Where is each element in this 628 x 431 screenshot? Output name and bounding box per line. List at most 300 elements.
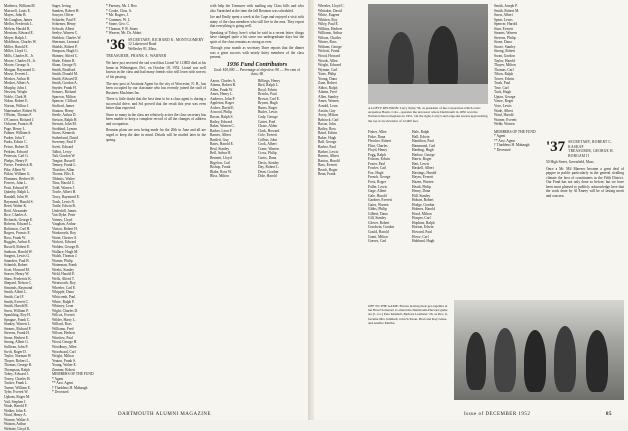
page-number: 85 — [606, 412, 612, 417]
contributor-name: Wilson, Charles — [318, 35, 342, 40]
fund-contributor-name: Brooks, Paul — [258, 92, 277, 97]
contributor-name: Taylor, Harold — [494, 58, 515, 63]
fund-contributor-name: Curtis, Dana — [258, 155, 277, 160]
contributor-name: Snow, William P. — [4, 308, 29, 313]
contributor-name: Beach, Roger — [318, 167, 338, 172]
contributor-name: Peirce, Robert D. — [4, 144, 29, 149]
contributor-name: Tower, Edwin — [494, 76, 515, 81]
contributor-name: Steele, Arthur D. — [52, 113, 77, 118]
contributor-name: Fisher, Allen — [368, 130, 387, 134]
contributor-list-col2 — [52, 4, 102, 404]
fund-contributor-name: Collins, John — [258, 137, 277, 142]
contributor-name: Hubbard, Hugh — [412, 239, 435, 244]
contributor-name: Smith, Edward D. — [52, 76, 78, 81]
contributor-name: Newton, Wright — [4, 90, 28, 95]
contributor-name: Hart, Lewis — [412, 161, 429, 166]
fund-legend-line: * Deceased — [52, 390, 69, 395]
contributor-name: Sargent, Lewis G. — [4, 254, 30, 259]
contributor-name: Stevens, Philip — [494, 35, 516, 40]
contributor-name: Henry, Dana — [412, 189, 431, 194]
contributor-name: Stevens, Frank H. — [4, 331, 30, 336]
contributor-name: * Weaver, Mr. Dr. Abbot — [106, 31, 142, 36]
contributor-name: Stowe, Stanley — [494, 44, 516, 49]
contributor-name: * Cooke, Chas. A. — [106, 8, 133, 13]
contributor-name: Wheeler, Carl E. — [52, 285, 77, 290]
contributor-name: * Fareney, Mr. J. Reo — [106, 4, 137, 8]
contributor-name: Rice, Charles A. — [4, 213, 28, 218]
contributor-name: Bass, Everett — [318, 163, 337, 168]
notes-paragraph: Since so many in the class are relatively active the class secretary has been unable to keep a complete record of all the changes of address and occupation. — [106, 112, 206, 126]
fund-legend-line: † Thaddeus H. Mahaugh — [52, 385, 88, 390]
notes-paragraph: The new post of Assistant Agent for the city of Worcester, N. H., has been occupied by our classmate who has recently joined the staff of Business Machines Inc. — [106, 81, 206, 95]
fund-legend-line: * Agent — [494, 134, 506, 139]
contributor-name: Winter, Ross — [318, 40, 337, 45]
fund-contributor-name: Bacon, Ralph S. — [210, 115, 234, 120]
contributor-name: Sanders, Robert H. — [52, 8, 80, 13]
contributor-name: Todd, Warren J. — [52, 185, 75, 190]
contributor-name: Robinson, Carl H. — [4, 226, 31, 231]
contributor-name: Smith, Carl F. — [4, 295, 25, 299]
contributor-name: Tilton, Ralph — [494, 72, 514, 77]
contributor-name: Thomas, George R. — [4, 363, 33, 368]
contributor-name: Howard, Paul — [412, 230, 432, 235]
contributor-name: Woodward, Carl — [52, 349, 76, 354]
contributor-name: Baker, Hugh — [318, 135, 337, 140]
contributor-name: Tuck, Hugh — [494, 90, 512, 95]
contributor-name: Stafford, James — [52, 104, 75, 109]
contributor-name: Hood, Milton — [412, 211, 432, 216]
contributor-name: Stearns, Richard F. — [4, 326, 32, 331]
contributor-name: * Stone, Geo. C. — [106, 22, 130, 27]
contributor-name: Page, Henry L. — [4, 126, 26, 131]
fund-contributor-name: Clark, Howard — [258, 128, 280, 133]
contributor-name: Stone, Herbert E. — [4, 335, 29, 340]
fund-legend-line: * Agent — [52, 376, 64, 381]
contributor-name: Shaw, Frederick K. — [4, 276, 32, 281]
contributor-name: Talbot, Leroy — [52, 149, 72, 154]
contributor-name: Fiske, Dana — [368, 134, 386, 139]
notes-37-paragraph: Once a Mr. Mil Marrero became a great deal of pepper in public particularly in the general rivalling climate the host of constituents in the Fifth District. Our Fund has not only done so before, but we have been most pleased to publicly acknowledge here that the work done by Al Emery will be of lasting merit and concern. — [546, 166, 624, 199]
notes-paragraph: Reunion plans are now being made for the 20th in June and all are urged to keep the date in mind. Details will be mailed later in the spring. — [106, 128, 206, 142]
contributor-name: Bacon, John — [318, 122, 336, 127]
class-notes-1936 — [106, 4, 206, 404]
contributor-name: Seelye, Warren C. — [52, 31, 78, 36]
contributor-name: Tobey, Edward J. — [4, 372, 29, 377]
contributor-name: Schaefer, Paul F. — [52, 17, 77, 22]
contributor-name: Peterson, Carl G. — [4, 154, 29, 159]
contributor-name: Hopkins, Ralph — [412, 220, 435, 225]
contributor-name: Grant, Milton — [368, 234, 388, 239]
contributor-name: Gage, Albert — [368, 189, 387, 194]
contributor-name: Vail, Stephen J. — [4, 399, 27, 404]
contributor-name: Stone, Dana — [494, 40, 512, 45]
contributor-name: Sparrow, Milton — [52, 94, 76, 99]
contributor-name: Hammond, Carl — [412, 143, 436, 148]
ski-reunion-photo — [368, 4, 488, 104]
contributor-name: Thayer, Robert L. — [4, 358, 30, 363]
contributor-name: Harris, Roger — [412, 157, 432, 162]
contributor-name: Folsom, Edwin — [368, 157, 390, 162]
contributor-name: Pitkin, William G. — [4, 172, 31, 177]
fund-contributor-name: Dean, Gordon — [258, 169, 279, 174]
contributor-name: Hastings, Harold — [412, 170, 437, 175]
contributor-name: Sloan, George N. — [52, 63, 77, 68]
contributor-name: Russell, Robert E. — [4, 244, 31, 249]
fund-legend-line: * Deceased — [494, 147, 511, 152]
contributor-name: Parks, Edwin C. — [4, 140, 28, 145]
fund-contributor-name: Butler, Lewis — [258, 110, 278, 115]
contributor-name: Young, Walter E. — [52, 363, 77, 368]
contributor-name: Thayer, Milton — [494, 63, 516, 68]
contributor-name: Sprague, Frank C. — [4, 317, 31, 322]
contributor-name: Swan, Gordon — [494, 54, 515, 59]
notes-paragraph: There is little doubt that the best time to be a class agent is during a successful drive, and Sol proved that the result this year was even better than expected. — [106, 97, 206, 111]
contributor-name: Schwab, Albert — [52, 26, 75, 31]
contributor-name: Bailey, Ross — [318, 126, 336, 131]
contributor-name: Storrs, Kenneth — [52, 131, 75, 136]
contributor-name: Ward, Henry A. — [4, 413, 27, 418]
address-line-2: Wellesley 81, Mass. — [128, 46, 158, 51]
address-line-1: 12 Lakewood Road — [128, 42, 157, 47]
contributor-name: Trask, Lewis N. — [52, 199, 76, 204]
contributor-name: Shields, Robert P. — [52, 44, 78, 49]
contributor-name: Yates, Philip — [318, 72, 337, 77]
contributor-name: Seaver, Henry W. — [4, 272, 30, 277]
contributor-name: Osborne, Francis H. — [4, 122, 33, 127]
contributor-name: Smith, Bradford — [52, 67, 76, 72]
contributor-name: Glover, Robert — [368, 220, 390, 225]
contributor-name: White, Eugene — [318, 13, 340, 18]
fund-contributor-name: Barnes, Albert — [210, 133, 231, 138]
contributor-name: Towle, Albert H. — [52, 190, 77, 195]
contributor-name: Stearns, Warren — [494, 31, 517, 36]
contributor-name: Stoddard, Lyman — [52, 126, 77, 131]
contributor-name: Pratt, Edward W. — [4, 185, 29, 190]
contributor-name: Nolan, Robert E. — [4, 99, 29, 104]
contributor-name: Baird, Edwin — [318, 131, 338, 136]
contributor-name: Barber, Paul — [318, 144, 336, 149]
class-year-37: '37 — [546, 139, 566, 155]
contributor-name: Raymond, Harold S. — [4, 199, 34, 204]
fund-contributor-name: Burns, Roger — [258, 105, 278, 110]
contributor-name: Fuller, Lewis — [368, 184, 388, 189]
contributor-name: Randall, John W. — [4, 194, 29, 199]
contributor-name: Underhill, James — [52, 208, 77, 213]
contributor-name: Fowler, Carl — [368, 166, 387, 171]
contributor-name: Morgan, Raymond G. — [4, 67, 36, 72]
contributor-name: Wolcott, Frank — [318, 49, 340, 54]
fund-contributor-name: Dole, Harold — [258, 174, 277, 179]
contributor-name: Thomas, Carl — [494, 67, 514, 72]
contributor-name: Hazen, Warren — [412, 180, 434, 185]
contributor-name: Avery, Milton — [318, 113, 339, 118]
contributor-name: Austin, Guy — [318, 108, 336, 113]
contributor-name: Torrey, Charles H. — [4, 376, 31, 381]
contributor-name: Waite, Chester A. — [52, 235, 78, 240]
contributor-name: Gould, Harold — [368, 230, 389, 235]
contributor-name: Warner, Everett — [494, 117, 517, 122]
contributor-name: True, Carl — [494, 85, 509, 90]
contributor-name: Woods, Allen — [318, 58, 338, 63]
contributor-name: Morse, Everett L. — [4, 72, 30, 77]
fund-contributors-subtitle: Goal: $10,000 — Percentage of objective: 80 — Per cent of class: 68 — [213, 67, 301, 77]
contributor-name: Wright, Milton — [52, 354, 74, 359]
fund-contributor-name: Baker, Warren C. — [210, 124, 235, 129]
fund-contributor-name: Bell, Arthur R. — [210, 151, 232, 156]
contributor-name: Walker, John E. — [4, 408, 27, 413]
contributor-name: Floyd, Henry — [368, 148, 388, 153]
contributor-name: Smith, Harold R. — [4, 304, 29, 309]
contributor-name: Foster, Paul — [368, 161, 386, 166]
notes-paragraph: We have just received the sad word that Lionel W. LORD died at his home in Wilmington, Del., on October 18, 1952. Lionel was well known in the class and had many friends who will learn with sorrow of his passing. — [106, 61, 206, 80]
contributor-name: Shepard, Nelson C. — [4, 281, 32, 286]
contributor-name: Wallace, Hugh M. — [52, 249, 79, 254]
contributor-name: Webster, Lloyd K. — [4, 426, 31, 431]
contributor-name: Wilder, Harry L. — [52, 317, 76, 322]
notes-paragraph: with help the Treasurer with mailing any Class bills and who also Varnished at the time the fall Reunion was scheduled. — [210, 4, 304, 13]
contributor-name: Mosher, Albert A. — [4, 81, 30, 86]
contributor-name: Hodge, Gordon — [412, 202, 435, 207]
treasurer-line: TREASURER, FRANK A. WARNER — [106, 53, 167, 58]
notes-paragraph: Through your month as secretary Dave reports that the dinner was a great success with nearly thirty members of the class present. — [210, 46, 304, 60]
treasurer-37: TREASURER, GEORGE H. BORGAM II — [568, 149, 614, 158]
fund-legend-line: ** Asst. Agent — [494, 138, 516, 143]
contributor-name: Stewart, John M. — [52, 122, 77, 127]
fund-contributor-name: Allen, Frank W. — [210, 87, 233, 92]
contributor-name: Gibbs, Philip — [368, 207, 387, 212]
contributor-name: Varney, Lloyd — [52, 217, 73, 222]
contributor-name: Sullivan, John P. — [4, 345, 28, 350]
contributor-name: Harding, Hugh — [412, 148, 434, 153]
contributor-name: Taft, Gordon W. — [52, 154, 76, 159]
class-notes-1937 — [546, 140, 624, 300]
contributor-name: Sherman, Leonard — [52, 40, 79, 45]
game-photo-caption: OFF TO THE GAME: Eleven leaving their get-together at the Hotel Somerset to attend the Dartmouth-Harvard game are (l. to r.) Pete Kimbell, Barbara Leathster '26, as Dec. 6, became Mrs. Kimbell, John Schwan, Brad and Kay Glass, and Ansfire Martha. — [368, 304, 448, 325]
contributor-name: Sheldon, Charles W. — [52, 35, 82, 40]
fund-contributor-name: Bennett, Lloyd — [210, 155, 232, 160]
contributor-name: Wright, Edward — [318, 63, 342, 68]
fund-contributor-name: Archer, David E. — [210, 105, 235, 110]
contributor-name: Tenney, Frank L. — [52, 163, 77, 168]
fund-contributor-name: Ames, Henry L. — [210, 92, 234, 97]
contributor-name: Titus, Harold C. — [52, 181, 76, 186]
right-list-col2 — [368, 130, 408, 300]
contributor-name: Wood, Howard — [318, 54, 340, 59]
contributor-name: Haskell, Albert — [412, 166, 434, 171]
contributor-name: Fox, Hugh — [368, 170, 384, 175]
contributor-name: Winslow, Paul — [52, 335, 73, 340]
contributor-name: Vinton, Robert H. — [52, 226, 78, 231]
contributor-name: Gale, Harold — [368, 193, 387, 198]
contributor-name: Sager, Irving — [52, 4, 71, 8]
contributor-name: Adams, Fred — [318, 90, 337, 95]
contributor-name: Parker, John T. — [4, 135, 26, 140]
fund-legend-line: † Thaddeus H. Mahaugh — [494, 143, 530, 148]
contributor-name: Whitaker, David — [318, 8, 342, 13]
contributor-name: Wiley, Paul E. — [318, 22, 339, 27]
contributor-name: Fogg, Ralph — [368, 152, 386, 157]
fund-contributor-name: Cook, Albert — [258, 142, 277, 147]
contributor-name: Spencer, Clifford — [52, 99, 77, 104]
contributor-name: Melvin, Harold B. — [4, 26, 31, 31]
contributor-name: Arnold, Leon — [318, 104, 338, 109]
contributor-name: Murphy, John J. — [4, 85, 28, 90]
contributor-name: Pierce, Frederick B. — [4, 163, 33, 168]
contributor-name: Sutherland, David — [52, 135, 79, 140]
contributor-name: Hamilton, Paul — [412, 139, 434, 144]
contributor-name: Wheeler, Lloyd C. — [318, 4, 345, 8]
contributor-name: Webb, Warren — [494, 122, 515, 127]
contributor-name: Barnes, Albert — [318, 154, 339, 159]
contributor-name: Whipple, Dana — [52, 290, 74, 295]
fund-contributor-name: Day, Robert L. — [258, 165, 280, 170]
contributor-name: Tracy, Raymond E. — [52, 194, 80, 199]
address-37: 50 High Street, Greenfield, Mass. — [546, 160, 595, 165]
contributor-name: Meyer, Ralph J. — [4, 35, 27, 40]
contributor-name: * Mr. Rogers, J. — [106, 13, 129, 18]
contributor-name: Trask, Paul — [494, 81, 511, 86]
contributor-name: Zimmer, Robert — [52, 367, 76, 372]
contributor-name: Weeks, Stanley — [52, 267, 75, 272]
contributor-name: Saunders, Paul B. — [4, 258, 30, 263]
contributor-name: Pike, Albert W. — [4, 167, 26, 172]
contributor-name: Stanton, Henry — [52, 108, 74, 113]
contributor-name: Smith, Donald M. — [52, 72, 78, 77]
contributor-name: Phelps, Henry F. — [4, 158, 28, 163]
fund-contributor-name: Bird, Ralph L. — [258, 83, 279, 88]
contributor-name: Mills, Charles R., Jr. — [4, 54, 34, 59]
contributor-name: Gardner, Everett — [368, 198, 392, 203]
fund-contributor-name: Bryant, Hugh — [258, 101, 278, 106]
contributor-name: Scott, Howard M. — [4, 267, 30, 272]
contributor-name: Hobart, Robert — [412, 198, 434, 203]
fund-contributor-name: Cady, George — [258, 115, 278, 120]
fund-contributor-name: Bailey, Edward — [210, 119, 233, 124]
contributor-name: Wentworth, Roy — [52, 281, 76, 286]
contributor-name: Thorne, Ellis E. — [52, 172, 75, 177]
fund-contributor-name: Crane, Warren — [258, 146, 279, 151]
fund-contributor-name: Davis, Stanley — [258, 160, 279, 165]
contributor-name: Rogers, Francis E. — [4, 231, 31, 236]
contributor-name: Powers, John L. — [4, 181, 28, 186]
contributor-name: Yeaton, Frank S. — [52, 358, 76, 363]
contributor-name: Simonds, Raymond — [4, 285, 33, 290]
contributor-name: Gill, Stanley — [368, 216, 387, 221]
contributor-name: Allen, Stanley — [318, 94, 339, 99]
contributor-name: Simpson, Hugh G. — [52, 49, 79, 54]
fund-contributor-name: Bishop, Frank — [210, 165, 231, 170]
contributor-name: Mayes, John B. — [4, 13, 27, 18]
contributor-name: Somers, Richard — [52, 90, 76, 95]
fund-contributor-name: Adams, Robert B. — [210, 83, 236, 88]
contributor-name: Spear, Lewis — [494, 17, 513, 22]
secretary-line: SECRETARY, RICHARD K. MONTGOMERY — [128, 37, 204, 42]
contributor-name: Taylor, Norman W. — [4, 354, 32, 359]
contributor-name: Gates, Warren — [368, 202, 389, 207]
contributor-name: O'Brien, Thomas F. — [4, 113, 33, 118]
contributor-name: Weld, Harold E. — [52, 272, 76, 277]
contributor-name: Whitcomb, Paul — [52, 295, 76, 299]
contributor-name: Fletcher, Robert — [368, 139, 392, 144]
right-page — [314, 0, 628, 420]
contributor-name: Ross, Frank W. — [4, 235, 26, 240]
contributor-name: Turner, William E. — [4, 385, 31, 390]
contributor-name: Mathews, William M. — [4, 4, 36, 8]
contributor-name: Hayes, Everett — [412, 175, 434, 180]
fund-contributor-name: Cross, Philip — [258, 151, 277, 156]
fund-contributor-name: Carter, Fred — [258, 119, 276, 124]
contributor-name: Wade, Albert — [494, 108, 513, 113]
contributor-name: Walsh, Thomas J. — [52, 254, 78, 259]
contributor-name: Gilbert, Dana — [368, 211, 388, 216]
contributor-name: Thompson, Ralph — [4, 367, 30, 372]
contributor-name: Roberts, Edward L. — [4, 222, 33, 227]
fund-legend-line: ** Asst. Agent — [52, 381, 74, 386]
contributor-name: Vance, Roger — [494, 99, 514, 104]
secretary-37: SECRETARY, ROBERT C. KASKAF — [568, 140, 613, 149]
fund-contributor-name: Chase, Alden — [258, 124, 278, 129]
contributor-list-col1 — [4, 4, 48, 431]
contributor-name: Norton, Wilbur J. — [4, 104, 30, 109]
contributor-name: Babcock, Carl — [318, 117, 339, 122]
fund-contributors-title: 1936 Fund Contributors — [226, 62, 288, 69]
contributor-name: Nunemaker, Robert W. — [4, 108, 37, 113]
contributor-name: Moore, George A. — [4, 63, 31, 68]
contributor-name: Horton, Edwin — [412, 225, 434, 230]
fund-contributor-name: Bliss, Milton — [210, 174, 229, 179]
contributor-name: Moore, Charles H., Jr. — [4, 58, 36, 63]
contributor-name: Holmes, Harold — [412, 207, 435, 212]
right-list-col3 — [412, 130, 452, 300]
contributor-name: Schirmer, Henry — [52, 22, 76, 27]
contributor-name: Wells, Alfred T. — [52, 276, 75, 281]
contributor-name: Ball, George — [318, 140, 337, 145]
contributor-name: Noble, Clark H. — [4, 94, 27, 99]
contributor-name: Ward, Harold — [494, 113, 514, 118]
contributor-name: Wilson, Herbert — [52, 331, 76, 336]
right-list-col1 — [318, 4, 364, 414]
contributor-name: Sawyer, Oliver — [52, 13, 74, 18]
contributor-name: Tyler, Everett W. — [4, 390, 29, 395]
fund-contributor-name: Atwood, Philip — [210, 110, 232, 115]
fund-contributor-name: Aaron, Charles A. — [210, 78, 236, 83]
contributor-name: Merriam, Edward E. — [4, 31, 34, 36]
notes-paragraph: Joe and Emily spent a week at the Cape and enjoyed a visit with many of the class members who still live in the area. They report that everything is going well. — [210, 15, 304, 29]
fund-contributor-name: Andrews, John P. — [210, 96, 235, 101]
contributor-name: Upham, Roger M. — [4, 395, 31, 400]
contributor-name: Graves, Carl — [368, 239, 387, 244]
contributor-name: McCaughan, James — [4, 17, 33, 22]
contributor-name: Vose, Lewis — [494, 104, 512, 109]
magazine-footer: DARTMOUTH ALUMNI MAGAZINE — [118, 412, 212, 417]
contributor-name: Smith, Everett C. — [4, 299, 29, 304]
contributor-name: Ames, Warren — [318, 99, 339, 104]
contributor-name: Wood, George H. — [52, 340, 78, 345]
contributor-name: Miller, Harold E. — [4, 44, 29, 49]
contributor-name: Wilcox, Everett — [52, 313, 75, 318]
contributor-name: Stanley, Warren L. — [4, 322, 31, 327]
contributor-name: Sanborn, Harold W. — [4, 249, 33, 254]
contributor-name: Stetson, Ralph H. — [52, 117, 78, 122]
person-figure-left — [388, 32, 414, 92]
class-year-36: '36 — [106, 36, 126, 53]
contributor-name: Flint, Charles — [368, 143, 388, 148]
contributor-name: White, Ralph F. — [52, 299, 75, 304]
contributor-name: Maxwell, Louis E. — [4, 8, 31, 13]
contributor-name: Vaughan, Arthur — [52, 222, 76, 227]
contributor-name: Tuttle, Edwin R. — [52, 204, 76, 209]
fund-contributor-name: Bigelow, Carl — [210, 160, 230, 165]
